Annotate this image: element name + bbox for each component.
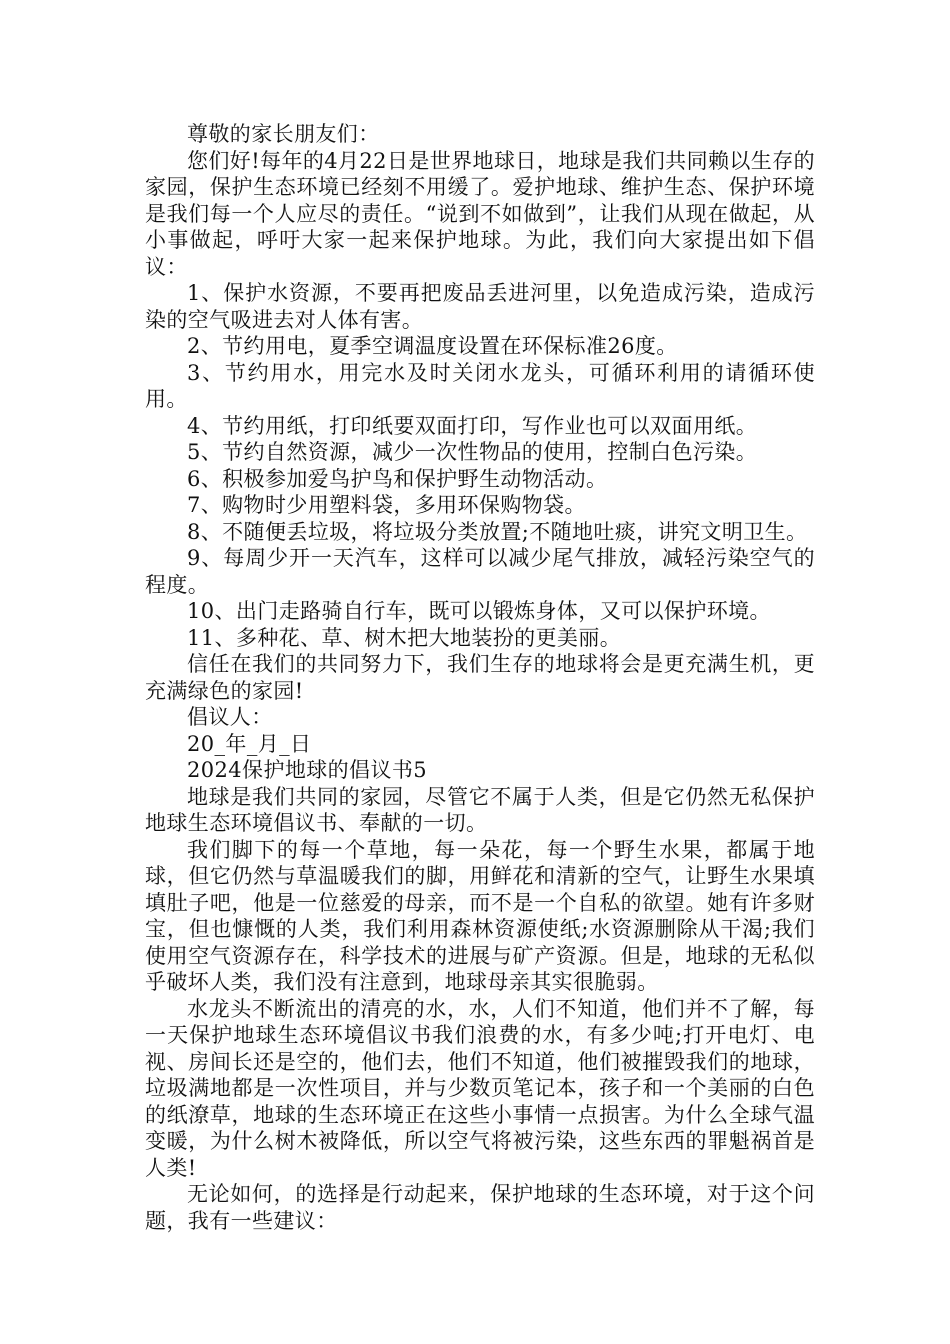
section-heading: 2024保护地球的倡议书5 (187, 758, 428, 782)
proposal-item: 4、节约用纸，打印纸要双面打印，写作业也可以双面用纸。 (187, 413, 758, 438)
proposal-item: 8、不随便丢垃圾，将垃圾分类放置;不随地吐痰，讲究文明卫生。 (187, 519, 808, 544)
proposal-item: 11、多种花、草、树木把大地装扮的更美丽。 (187, 625, 622, 650)
body-paragraph: 我们脚下的每一个草地，每一朵花，每一个野生水果，都属于地球，但它仍然与草温暖我们的脚，用鲜花和清新的空气，让野生水果填填肚子吧，他是一位慈爱的母亲，而不是一个自私的欲望。她有许多财宝，但也慷慨的人类，我们利用森林资源使纸;水资源删除从干渴;我们使用空气资源存在，科学技术的进展与矿产资源。但是，地球的无私似乎破坏人类，我们没有注意到，地球母亲其实很脆弱。 (145, 837, 815, 994)
proposal-item: 10、出门走路骑自行车，既可以锻炼身体，又可以保护环境。 (187, 599, 771, 623)
document-body (145, 121, 815, 1234)
body-paragraph: 无论如何，的选择是行动起来，保护地球的生态环境，对于这个问题，我有一些建议： (145, 1182, 815, 1233)
salutation: 尊敬的家长朋友们： (187, 122, 380, 146)
signature-label: 倡议人： (187, 705, 273, 729)
proposal-item: 5、节约自然资源，减少一次性物品的使用，控制白色污染。 (187, 440, 758, 464)
body-paragraph: 水龙头不断流出的清亮的水，水，人们不知道，他们并不了解，每一天保护地球生态环境倡议书我们浪费的水，有多少吨;打开电灯、电视、房间长还是空的，他们去，他们不知道，他们被摧毁我们的地球，垃圾满地都是一次性项目，并与少数页笔记本，孩子和一个美丽的白色的纸潦草，地球的生态环境正在这些小事情一点损害。为什么全球气温变暖，为什么树木被降低，所以空气将被污染，这些东西的罪魁祸首是人类! (145, 996, 815, 1180)
proposal-item: 7、购物时少用塑料袋，多用环保购物袋。 (187, 493, 586, 517)
proposal-item: 3、节约用水，用完水及时关闭水龙头，可循环利用的请循环使用。 (145, 360, 815, 411)
proposal-item: 1、保护水资源，不要再把废品丢进河里，以免造成污染，造成污染的空气吸进去对人体有害。 (145, 281, 815, 332)
proposal-item: 2、节约用电，夏季空调温度设置在环保标准26度。 (187, 334, 678, 358)
closing-paragraph: 信任在我们的共同努力下，我们生存的地球将会是更充满生机，更充满绿色的家园! (145, 652, 815, 703)
proposal-item: 6、积极参加爱鸟护鸟和保护野生动物活动。 (187, 466, 608, 491)
intro-paragraph: 您们好!每年的4月22日是世界地球日，地球是我们共同赖以生存的家园，保护生态环境已经刻不用缓了。爱护地球、维护生态、保护环境是我们每一个人应尽的责任。“说到不如做到”，让我们从现在做起，从小事做起，呼吁大家一起来保护地球。为此，我们向大家提出如下倡议： (145, 148, 815, 279)
date-line: 20_年_月_日 (187, 731, 312, 756)
proposal-item: 9、每周少开一天汽车，这样可以减少尾气排放，减轻污染空气的程度。 (145, 546, 815, 597)
body-paragraph: 地球是我们共同的家园，尽管它不属于人类，但是它仍然无私保护地球生态环境倡议书、奉献的一切。 (145, 784, 815, 835)
